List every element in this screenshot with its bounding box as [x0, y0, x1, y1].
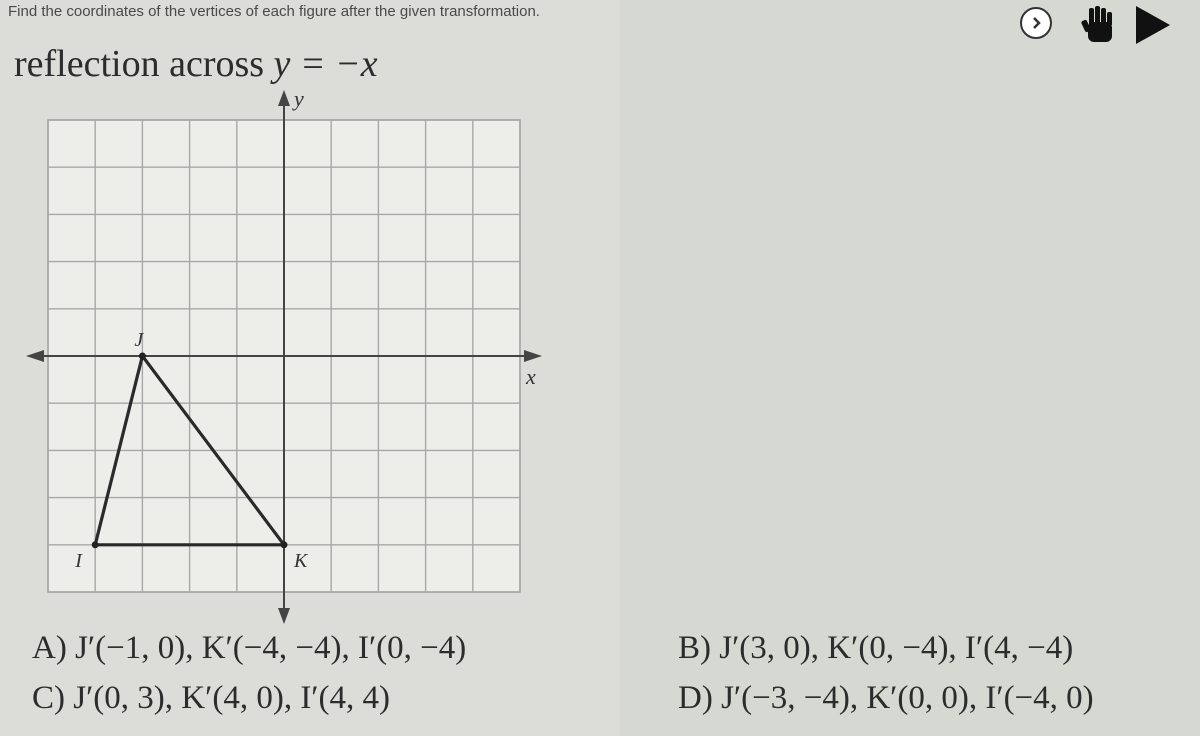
x-axis-arrow-right: [524, 350, 542, 362]
y-axis-arrow-down: [278, 608, 290, 624]
answer-choice-d[interactable]: D) J′(−3, −4), K′(0, 0), I′(−4, 0): [678, 680, 1094, 716]
title-equation: y = −x: [273, 43, 378, 85]
transformation-title: [14, 42, 378, 86]
vertex-label-i: I: [75, 549, 82, 572]
vertex-point-j: [139, 353, 146, 360]
y-axis-arrow-up: [278, 90, 290, 106]
answer-choice-a[interactable]: A) J′(−1, 0), K′(−4, −4), I′(0, −4): [32, 630, 467, 666]
vertex-point-i: [92, 541, 99, 548]
answer-choice-b[interactable]: B) J′(3, 0), K′(0, −4), I′(4, −4): [678, 630, 1074, 666]
toolbar: [1010, 0, 1200, 48]
hand-pointer-icon: [1080, 4, 1118, 44]
next-button[interactable]: [1020, 7, 1052, 39]
coordinate-plane-svg: [20, 86, 580, 626]
hand-pointer-button[interactable]: [1080, 4, 1118, 44]
title-prefix: reflection across: [14, 43, 274, 85]
x-axis-arrow-left: [26, 350, 44, 362]
answer-choice-c[interactable]: C) J′(0, 3), K′(4, 0), I′(4, 4): [32, 680, 391, 716]
vertex-label-k: K: [294, 549, 308, 572]
instruction-text: Find the coordinates of the vertices of each figure after the given transformation.: [8, 3, 540, 20]
chevron-right-icon: [1028, 15, 1044, 31]
vertex-label-j: J: [134, 329, 144, 351]
play-button[interactable]: [1136, 6, 1170, 44]
vertex-point-k: [281, 541, 288, 548]
page-right-background: [620, 0, 1200, 736]
y-axis-label: y: [294, 86, 304, 111]
x-axis-label: x: [526, 364, 536, 389]
coordinate-plane: [20, 86, 580, 626]
